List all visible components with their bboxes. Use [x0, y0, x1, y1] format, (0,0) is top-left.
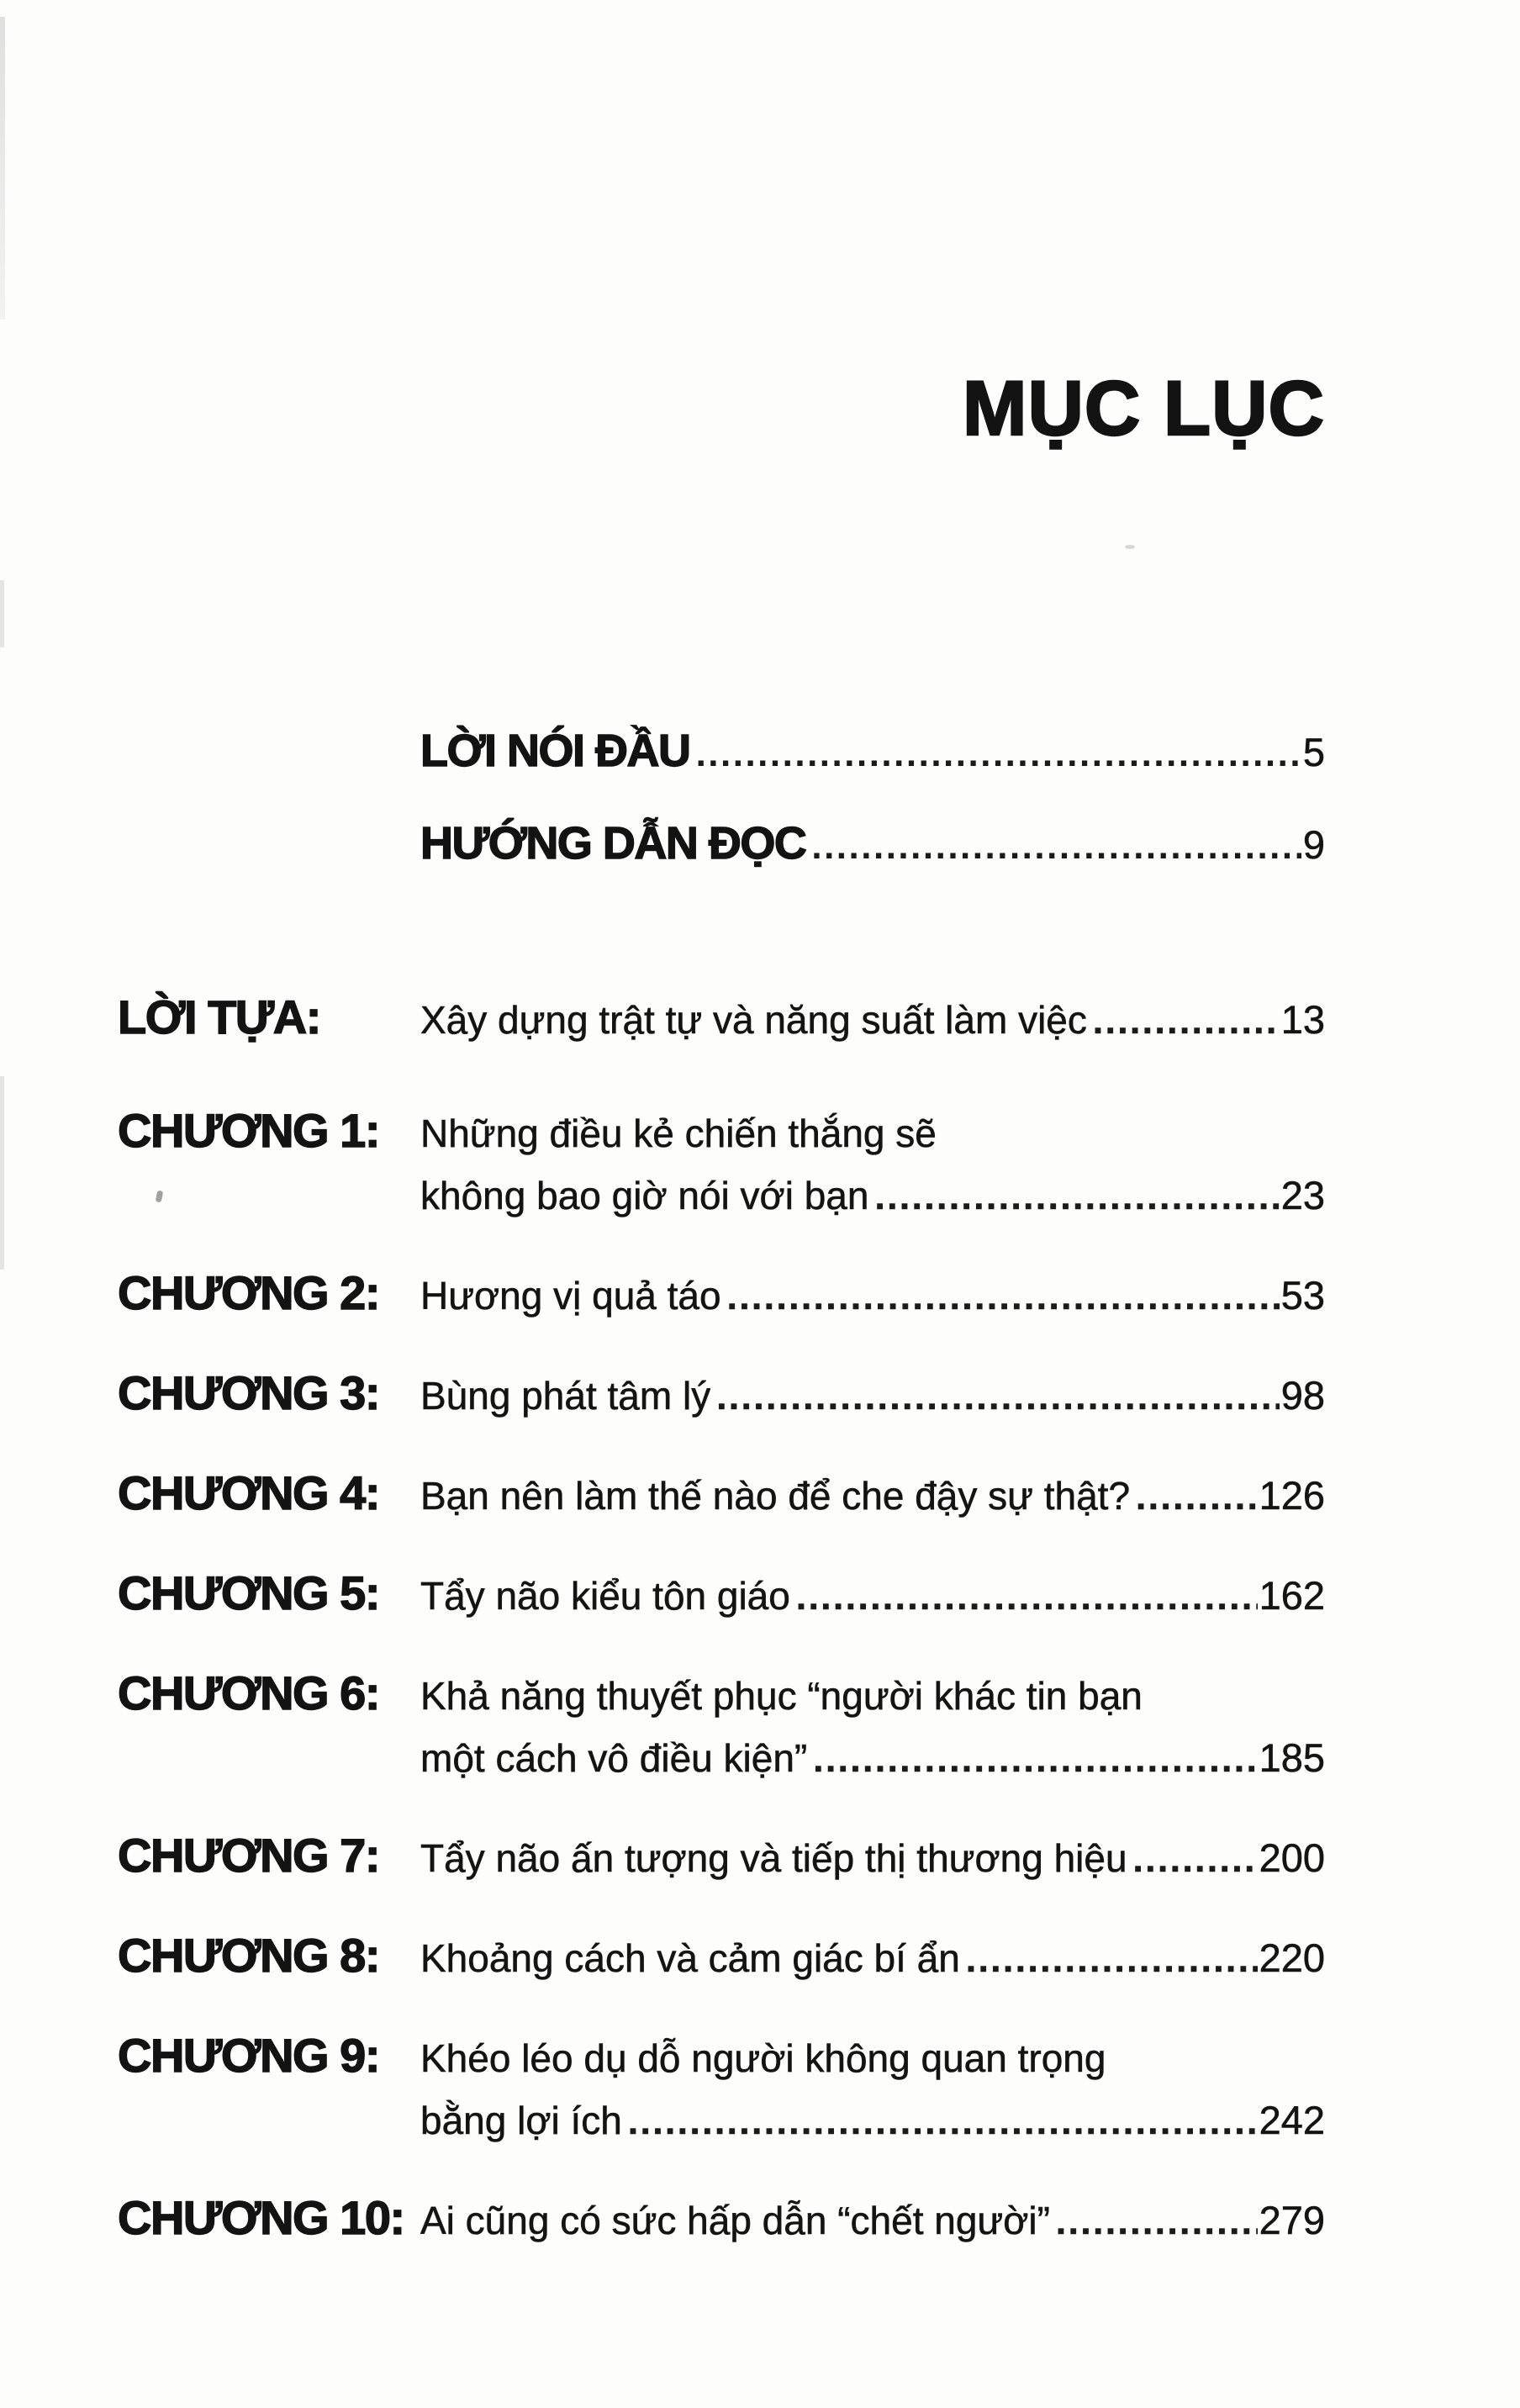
chapter-entry	[420, 2033, 1325, 2147]
page-number: 242	[1259, 2098, 1325, 2142]
page-number: 200	[1259, 1835, 1325, 1880]
chapter-title: không bao giờ nói với bạn	[420, 1174, 869, 1217]
page-number: 9	[1302, 822, 1325, 867]
dotted-leader	[628, 2095, 1258, 2147]
chapter-label: CHƯƠNG 1:	[118, 1104, 379, 1157]
chapter-entry	[420, 2195, 1325, 2247]
chapter-title-line1: Những điều kẻ chiến thắng sẽ	[420, 1112, 937, 1155]
dotted-leader	[813, 1733, 1257, 1785]
chapter-title-line1: Khả năng thuyết phục “người khác tin bạn	[420, 1674, 1143, 1718]
toc-row	[118, 2030, 1325, 2147]
chapter-label: LỜI TỰA:	[118, 990, 320, 1043]
chapter-entry	[420, 1671, 1325, 1785]
scan-artifact	[0, 17, 5, 319]
toc-row	[118, 1668, 1325, 1785]
page-number: 279	[1259, 2198, 1325, 2242]
chapter-title: bằng lợi ích	[420, 2099, 622, 2142]
page-number: 98	[1280, 1373, 1325, 1418]
chapter-title-line1: Khéo léo dụ dỗ người không quan trọng	[420, 2036, 1106, 2080]
scan-artifact	[1125, 545, 1135, 549]
page-number: 13	[1280, 997, 1325, 1042]
front-matter-list	[420, 725, 1325, 881]
chapter-title: một cách vô điều kiện”	[420, 1736, 808, 1780]
dotted-leader	[716, 1370, 1280, 1423]
page-title: MỤC LỤC	[962, 366, 1325, 452]
front-matter-row	[420, 817, 1325, 881]
toc-row	[118, 1368, 1325, 1423]
chapter-entry	[420, 1471, 1325, 1523]
chapter-label: CHƯƠNG 10:	[118, 2191, 404, 2244]
chapter-title: Ai cũng có sức hấp dẫn “chết người”	[420, 2199, 1050, 2242]
toc-row	[118, 1268, 1325, 1323]
chapter-entry	[420, 1571, 1325, 1623]
toc-row	[118, 992, 1325, 1047]
scan-artifact	[0, 580, 4, 647]
dotted-leader	[796, 1571, 1258, 1623]
chapter-title: Tẩy não ấn tượng và tiếp thị thương hiệu	[420, 1836, 1127, 1880]
toc-row	[118, 1830, 1325, 1885]
chapter-entry	[420, 1833, 1325, 1885]
chapter-title: Tẩy não kiểu tôn giáo	[420, 1574, 790, 1618]
page-number: 23	[1280, 1173, 1325, 1217]
chapter-entry	[420, 1270, 1325, 1323]
front-matter-row	[420, 725, 1325, 789]
dotted-leader	[1056, 2195, 1258, 2247]
page-number: 126	[1259, 1473, 1325, 1518]
dotted-leader	[966, 1933, 1258, 1985]
chapter-label: CHƯƠNG 3:	[118, 1366, 379, 1419]
page-number: 220	[1259, 1935, 1325, 1980]
dotted-leader	[727, 1270, 1280, 1323]
chapter-title: Hương vị quả táo	[420, 1274, 721, 1318]
front-matter-label: LỜI NÓI ĐẦU	[420, 726, 690, 776]
scan-artifact	[0, 1076, 4, 1270]
chapter-entry	[420, 1370, 1325, 1423]
dotted-leader	[1133, 1833, 1258, 1885]
page-number: 185	[1259, 1735, 1325, 1780]
chapter-label: CHƯƠNG 5:	[118, 1566, 379, 1619]
chapter-label: CHƯƠNG 6:	[118, 1666, 379, 1719]
chapter-title: Bạn nên làm thế nào để che đậy sự thật?	[420, 1474, 1131, 1518]
toc-row	[118, 1568, 1325, 1623]
dotted-leader	[696, 728, 1301, 789]
toc-row	[118, 1930, 1325, 1985]
chapter-label: CHƯƠNG 9:	[118, 2029, 379, 2082]
dotted-leader	[1093, 995, 1280, 1047]
chapter-list	[118, 992, 1325, 2247]
chapter-title: Xây dựng trật tự và năng suất làm việc	[420, 998, 1087, 1042]
page-number: 162	[1259, 1573, 1325, 1618]
page-number: 53	[1280, 1273, 1325, 1318]
chapter-label: CHƯƠNG 4:	[118, 1466, 379, 1519]
chapter-label: CHƯƠNG 8:	[118, 1929, 379, 1982]
toc-row	[118, 1106, 1325, 1222]
chapter-entry	[420, 1108, 1325, 1222]
chapter-label: CHƯƠNG 2:	[118, 1266, 379, 1319]
page-number: 5	[1302, 730, 1325, 774]
dotted-leader	[1136, 1471, 1258, 1523]
chapter-label: CHƯƠNG 7:	[118, 1829, 379, 1882]
chapter-title: Bùng phát tâm lý	[420, 1374, 711, 1418]
dotted-leader	[811, 821, 1301, 881]
toc-row	[118, 1468, 1325, 1523]
toc-row	[118, 2193, 1325, 2247]
chapter-entry	[420, 995, 1325, 1047]
chapter-title: Khoảng cách và cảm giác bí ẩn	[420, 1936, 960, 1980]
dotted-leader	[874, 1170, 1279, 1222]
chapter-entry	[420, 1933, 1325, 1985]
front-matter-label: HƯỚNG DẪN ĐỌC	[420, 818, 806, 869]
